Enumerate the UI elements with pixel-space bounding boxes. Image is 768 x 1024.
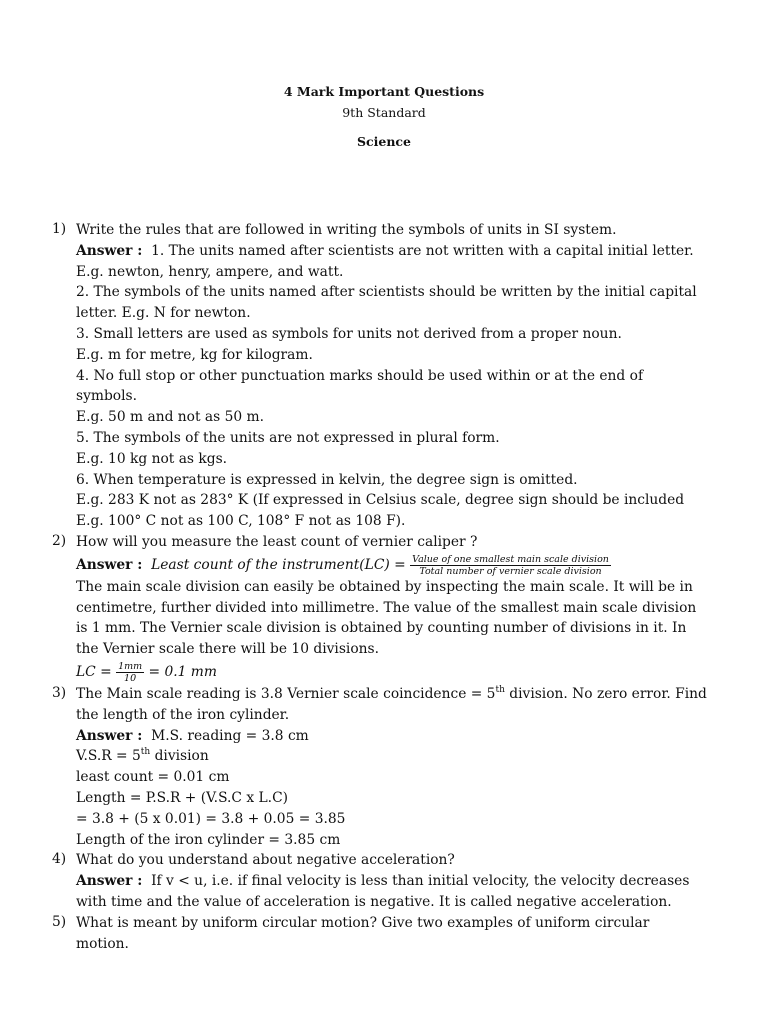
standard-label: 9th Standard <box>342 105 426 120</box>
question-text: What do you understand about negative acceleration? <box>76 852 455 869</box>
answer-text: letter. E.g. N for newton. <box>76 305 251 322</box>
question-text: motion. <box>76 935 129 952</box>
answer-text: the Vernier scale there will be 10 divisions. <box>76 641 379 658</box>
question-text: Write the rules that are followed in writing the symbols of units in SI system. <box>76 222 617 238</box>
question-5 <box>52 913 732 955</box>
answer-text: E.g. 100° C not as 100 C, 108° F not as 108 F). <box>76 513 406 530</box>
superscript: th <box>495 684 505 695</box>
answer-text: E.g. 10 kg not as kgs. <box>76 450 228 467</box>
question-text <box>76 684 732 705</box>
answer-text: Length of the iron cylinder = 3.85 cm <box>76 831 341 848</box>
question-text-part: The Main scale reading is 3.8 Vernier scale coincidence = 5 <box>76 685 496 702</box>
answer-text: 3. Small letters are used as symbols for units not derived from a proper noun. <box>76 325 622 342</box>
formula-denominator: Total number of vernier scale division <box>419 565 602 577</box>
answer-text: Length = P.S.R + (V.S.C x L.C) <box>76 789 289 806</box>
question-number: 5) <box>52 913 67 930</box>
question-text: the length of the iron cylinder. <box>76 706 290 723</box>
question-number: 2) <box>52 532 67 549</box>
answer-text-part: division <box>150 748 209 765</box>
question-number: 4) <box>52 851 67 868</box>
answer-text: E.g. 50 m and not as 50 m. <box>76 409 265 426</box>
answer-text: symbols. <box>76 388 137 405</box>
answer-label: Answer : <box>76 556 143 573</box>
answer-text-part: V.S.R = 5 <box>76 748 141 765</box>
answer-text: M.S. reading = 3.8 cm <box>151 727 309 744</box>
subject-label: Science <box>357 134 411 149</box>
answer-text: E.g. m for metre, kg for kilogram. <box>76 346 313 363</box>
lc-numerator: 1mm <box>118 660 143 672</box>
answer-text: 4. No full stop or other punctuation marks should be used within or at the end of <box>76 367 644 384</box>
answer-text: If v < u, i.e. if final velocity is less than initial velocity, the velocity decreases <box>151 873 690 890</box>
least-count-formula <box>76 553 732 577</box>
superscript: th <box>140 747 151 758</box>
document-title: 4 Mark Important Questions <box>283 84 485 99</box>
answer-text: centimetre, further divided into millimetre. The value of the smallest main scale division <box>76 599 697 616</box>
answer-label: Answer : <box>76 873 143 890</box>
answer-text: is 1 mm. The Vernier scale division is obtained by counting number of divisions in it. In <box>76 620 687 637</box>
question-text: What is meant by uniform circular motion? Give two examples of uniform circular <box>76 914 650 931</box>
answer-text: 6. When temperature is expressed in kelvin, the degree sign is omitted. <box>76 471 578 488</box>
lc-equation <box>76 660 732 684</box>
lc-denominator: 10 <box>124 672 137 684</box>
question-1 <box>52 220 732 532</box>
question-text-part: division. No zero error. Find <box>504 685 707 702</box>
question-4 <box>52 850 732 912</box>
document-header <box>0 82 768 150</box>
answer-text: with time and the value of acceleration is negative. It is called negative acceleration. <box>76 893 672 910</box>
question-3 <box>52 684 732 850</box>
answer-text <box>76 746 732 767</box>
formula-fraction <box>410 554 611 577</box>
question-number: 1) <box>52 221 67 237</box>
lc-fraction <box>116 661 144 684</box>
question-text: How will you measure the least count of vernier caliper ? <box>76 533 478 550</box>
answer-text: 2. The symbols of the units named after scientists should be written by the initial capital <box>76 284 697 301</box>
answer-text: least count = 0.01 cm <box>76 769 230 786</box>
formula-numerator: Value of one smallest main scale division <box>412 553 609 565</box>
question-2 <box>52 532 732 684</box>
answer-text: 5. The symbols of the units are not expressed in plural form. <box>76 429 500 446</box>
answer-text: The main scale division can easily be obtained by inspecting the main scale. It will be in <box>76 578 693 595</box>
answer-label: Answer : <box>76 242 143 259</box>
formula-lhs: Least count of the instrument(LC) = <box>151 556 406 573</box>
answer-line <box>76 871 732 892</box>
answer-text: = 3.8 + (5 x 0.01) = 3.8 + 0.05 = 3.85 <box>76 810 346 827</box>
answer-text: 1. The units named after scientists are not written with a capital initial letter. <box>151 242 694 259</box>
question-number: 3) <box>52 684 67 701</box>
lc-lhs: LC = <box>76 663 112 680</box>
answer-label: Answer : <box>76 727 143 744</box>
answer-line <box>76 726 732 747</box>
question-list <box>52 220 732 954</box>
answer-text: E.g. newton, henry, ampere, and watt. <box>76 263 344 280</box>
lc-rhs: = 0.1 mm <box>148 663 217 680</box>
answer-text: E.g. 283 K not as 283° K (If expressed in Celsius scale, degree sign should be included <box>76 492 685 509</box>
answer-line <box>76 241 732 262</box>
